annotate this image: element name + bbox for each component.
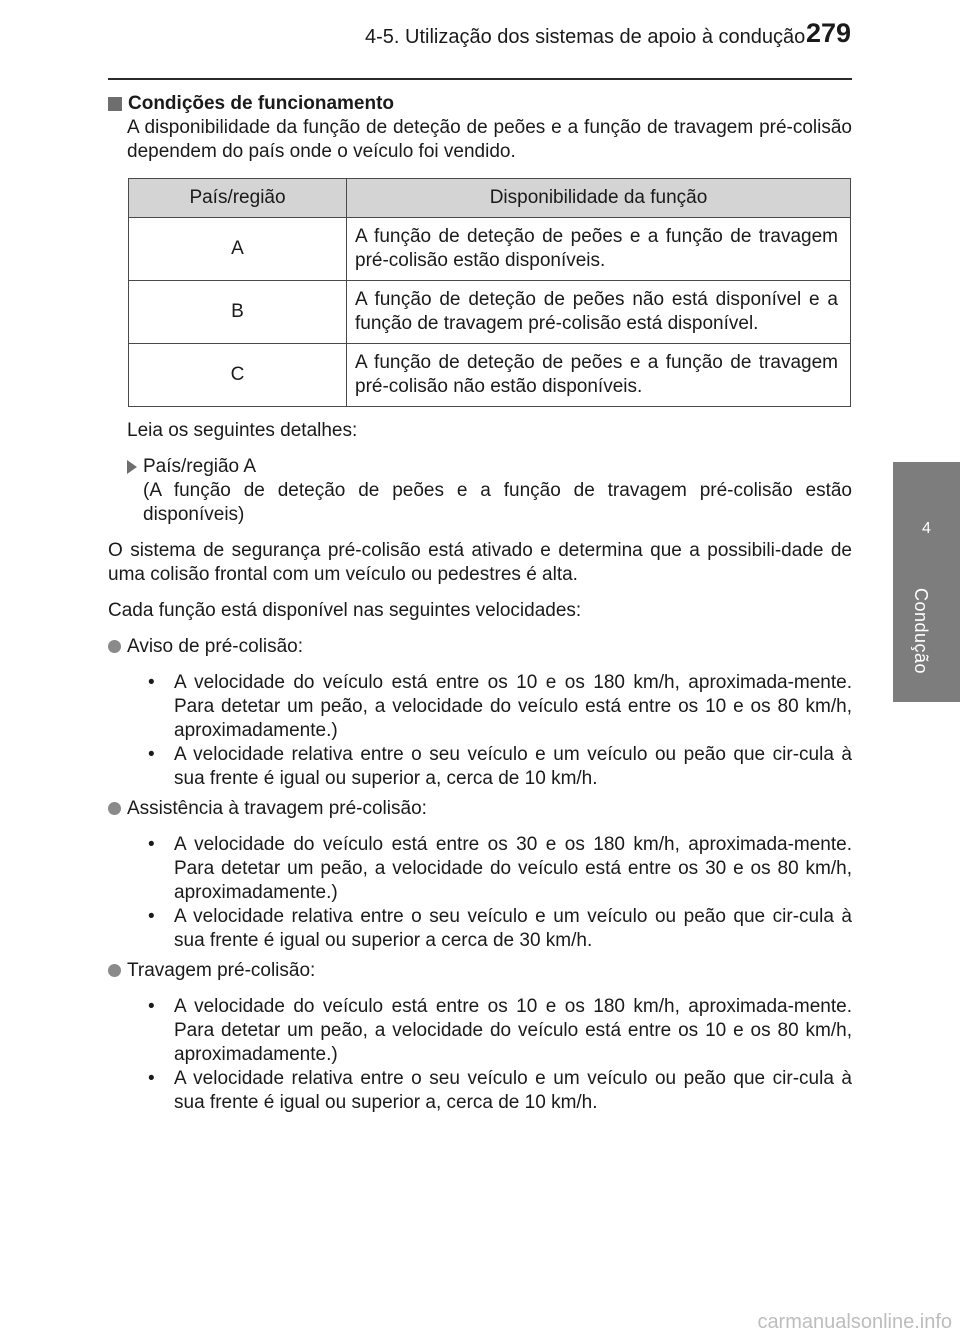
region-a-title: País/região A (143, 456, 257, 477)
list-item (108, 671, 852, 743)
function-title: Assistência à travagem pré-colisão: (127, 798, 427, 819)
table-header-region: País/região (129, 179, 347, 218)
square-bullet-icon (108, 97, 122, 111)
page-number: 279 (806, 18, 852, 48)
header-rule (108, 78, 852, 80)
bullet-text: A velocidade do veículo está entre os 30 e os 180 km/h, aproximada-mente. Para detetar um peão, a velocidade do veículo está entre os 30 e os 80 km/h, aproximadamente.) (174, 834, 852, 903)
chapter-title: 4-5. Utilização dos sistemas de apoio à condução (365, 26, 806, 48)
section-intro: A disponibilidade da função de deteção de peões e a função de travagem pré-colisão dependem do país onde o veículo foi vendido. (127, 117, 852, 162)
table-row (129, 218, 851, 281)
bullet-text: A velocidade relativa entre o seu veículo e um veículo ou peão que cir-cula à sua frente é igual ou superior a, cerca de 10 km/h. (174, 744, 852, 789)
bullet-mark: • (148, 744, 155, 765)
bullet-text: A velocidade do veículo está entre os 10 e os 180 km/h, aproximada-mente. Para detetar um peão, a velocidade do veículo está entre os 10 e os 80 km/h, aproximadamente.) (174, 996, 852, 1065)
bullet-mark: • (148, 834, 155, 855)
watermark-text: carmanualsonline.info (757, 1311, 952, 1333)
read-details-text: Leia os seguintes detalhes: (127, 420, 358, 441)
bullet-text: A velocidade do veículo está entre os 10 e os 180 km/h, aproximada-mente. Para detetar um peão, a velocidade do veículo está entre os 10 e os 80 km/h, aproximadamente.) (174, 672, 852, 741)
circle-bullet-icon (108, 964, 121, 977)
table-cell-region: A (129, 218, 347, 281)
list-item (108, 833, 852, 905)
table-cell-region: C (129, 344, 347, 407)
list-item (108, 905, 852, 953)
chapter-number: 4 (922, 520, 931, 537)
table-cell-region: B (129, 281, 347, 344)
table-cell-description: A função de deteção de peões e a função de travagem pré-colisão não estão disponíveis. (347, 344, 851, 407)
function-item (108, 635, 852, 659)
chapter-label: Condução (911, 588, 931, 675)
bullet-mark: • (148, 1068, 155, 1089)
list-item (108, 1067, 852, 1115)
function-item (108, 959, 852, 983)
table-header-availability: Disponibilidade da função (347, 179, 851, 218)
section-heading (108, 92, 852, 116)
function-item (108, 797, 852, 821)
region-a-subtitle: (A função de deteção de peões e a função de travagem pré-colisão estão disponíveis) (143, 480, 852, 525)
bullet-mark: • (148, 906, 155, 927)
table-cell-description: A função de deteção de peões não está disponível e a função de travagem pré-colisão está disponível. (347, 281, 851, 344)
table-row (129, 344, 851, 407)
list-item (108, 743, 852, 791)
region-a-block (108, 455, 852, 527)
bullet-text: A velocidade relativa entre o seu veículo e um veículo ou peão que cir-cula à sua frente é igual ou superior a cerca de 30 km/h. (174, 906, 852, 951)
circle-bullet-icon (108, 640, 121, 653)
bullet-mark: • (148, 996, 155, 1017)
circle-bullet-icon (108, 802, 121, 815)
list-item (108, 995, 852, 1067)
table-row (129, 281, 851, 344)
availability-table (128, 178, 851, 407)
function-title: Aviso de pré-colisão: (127, 636, 304, 657)
system-paragraph: O sistema de segurança pré-colisão está ativado e determina que a possibili-dade de uma colisão frontal com um veículo ou pedestres é alta. (108, 540, 852, 585)
bullet-text: A velocidade relativa entre o seu veículo e um veículo ou peão que cir-cula à sua frente é igual ou superior a, cerca de 10 km/h. (174, 1068, 852, 1113)
triangle-bullet-icon (127, 460, 137, 474)
section-heading-text: Condições de funcionamento (128, 93, 395, 114)
function-title: Travagem pré-colisão: (127, 960, 316, 981)
page-content (108, 92, 852, 1115)
table-header-row (129, 179, 851, 218)
speeds-intro: Cada função está disponível nas seguintes velocidades: (108, 600, 582, 621)
table-cell-description: A função de deteção de peões e a função de travagem pré-colisão estão disponíveis. (347, 218, 851, 281)
bullet-mark: • (148, 672, 155, 693)
